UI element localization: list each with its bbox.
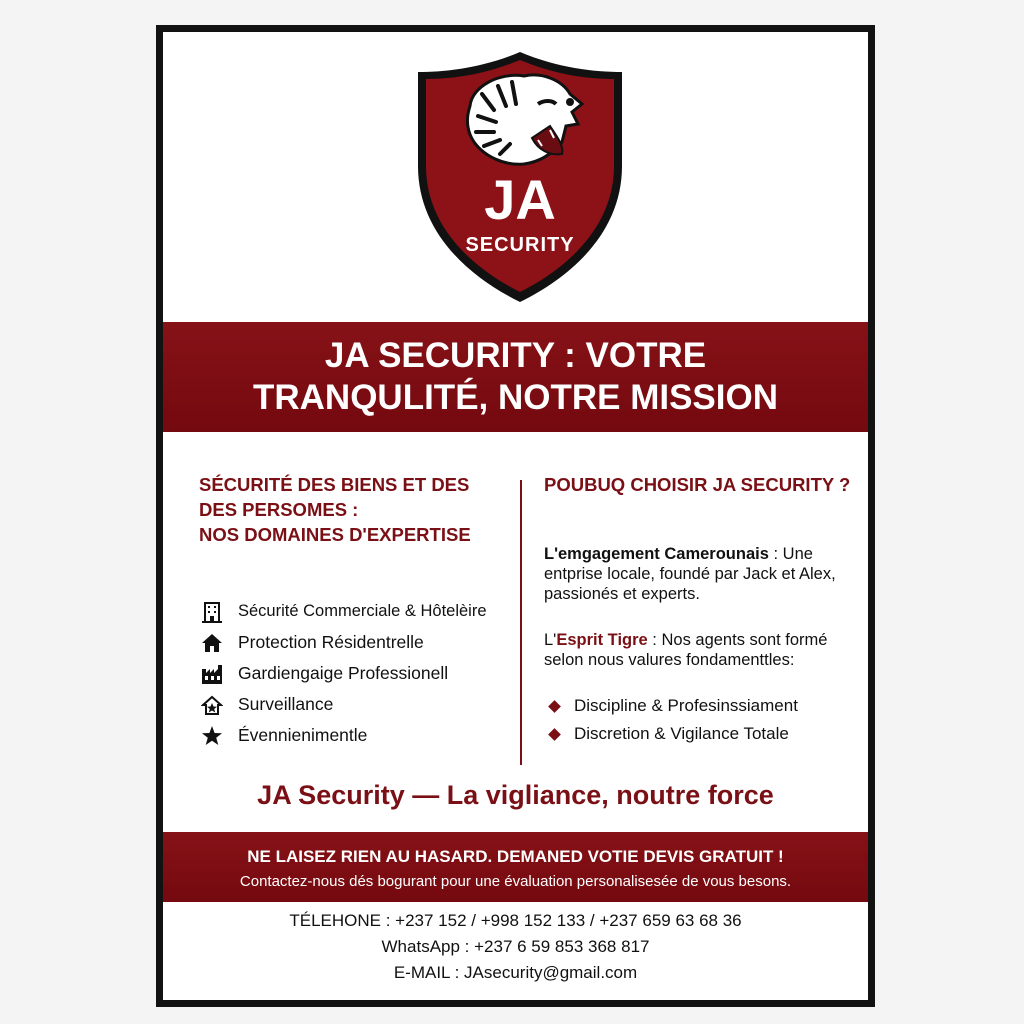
esprit-text: : Nos agents sont formé selon nous valures fondamenttles:	[544, 631, 828, 669]
engagement-text: : Une entprise locale, foundé par Jack et Alex, passionés et experts.	[544, 545, 836, 603]
service-item	[199, 720, 487, 751]
cta-banner	[163, 832, 868, 902]
service-item	[199, 627, 487, 658]
contact-whatsapp[interactable]: WhatsApp : +237 6 59 853 368 817	[381, 937, 650, 956]
factory-icon	[199, 663, 225, 685]
expertise-heading	[199, 472, 519, 547]
expertise-heading-line: SÉCURITÉ DES BIENS ET DES	[199, 474, 470, 495]
contact-block	[163, 908, 868, 986]
logo-title: JA	[484, 168, 556, 231]
service-label: Sécurité Commerciale & Hôtelèire	[238, 602, 487, 620]
diamond-bullet-icon	[548, 728, 561, 741]
service-label: Protection Résidentrelle	[238, 632, 424, 652]
tagline: JA Security — La vigliance, noutre force	[257, 780, 774, 810]
expertise-heading-line: DES PERSOMES :	[199, 499, 359, 520]
why-choose-section	[544, 472, 864, 743]
esprit-paragraph	[544, 630, 864, 670]
value-label: Discretion & Vigilance Totale	[574, 724, 789, 743]
esprit-label: Esprit Tigre	[556, 631, 648, 649]
engagement-paragraph	[544, 544, 864, 604]
why-choose-heading: POUBUQ CHOISIR JA SECURITY ?	[544, 474, 851, 495]
services-list	[199, 596, 487, 751]
headline-line-2: TRANQULITÉ, NOTRE MISSION	[253, 378, 778, 417]
values-list	[544, 692, 798, 748]
headline-banner	[163, 322, 868, 432]
value-item	[544, 720, 798, 748]
value-item	[544, 692, 798, 720]
logo-subtitle: SECURITY	[465, 234, 575, 256]
service-item	[199, 658, 487, 689]
house-icon	[199, 632, 225, 654]
contact-phone[interactable]: TÉLEHONE : +237 152 / +998 152 133 / +237 659 63 68 36	[289, 911, 742, 930]
diamond-bullet-icon	[548, 700, 561, 713]
star-icon	[199, 725, 225, 747]
cta-subtitle: Contactez-nous dés bogurant pour une évaluation personalisesée de vous besons.	[239, 873, 792, 890]
service-item	[199, 596, 487, 627]
service-item	[199, 689, 487, 720]
column-divider	[520, 480, 522, 765]
engagement-label: L'emgagement Camerounais	[544, 545, 769, 563]
contact-email[interactable]: E-MAIL : JAsecurity@gmail.com	[393, 963, 638, 982]
service-label: Gardiengaige Professionell	[238, 663, 449, 683]
home-star-icon	[199, 694, 225, 716]
cta-title: NE LAISEZ RIEN AU HASARD. DEMANED VOTIE DEVIS GRATUIT !	[247, 847, 784, 866]
service-label: Surveillance	[238, 694, 334, 714]
ja-security-logo	[412, 46, 628, 308]
expertise-section	[199, 472, 519, 745]
esprit-prefix: L'	[544, 631, 557, 649]
poster	[156, 25, 875, 1007]
value-label: Discipline & Profesinssiament	[574, 696, 798, 715]
service-label: Évennienimentle	[238, 725, 368, 745]
building-icon	[199, 601, 225, 623]
expertise-heading-line: NOS DOMAINES D'EXPERTISE	[199, 524, 471, 545]
headline-line-1: JA SECURITY : VOTRE	[324, 336, 707, 375]
